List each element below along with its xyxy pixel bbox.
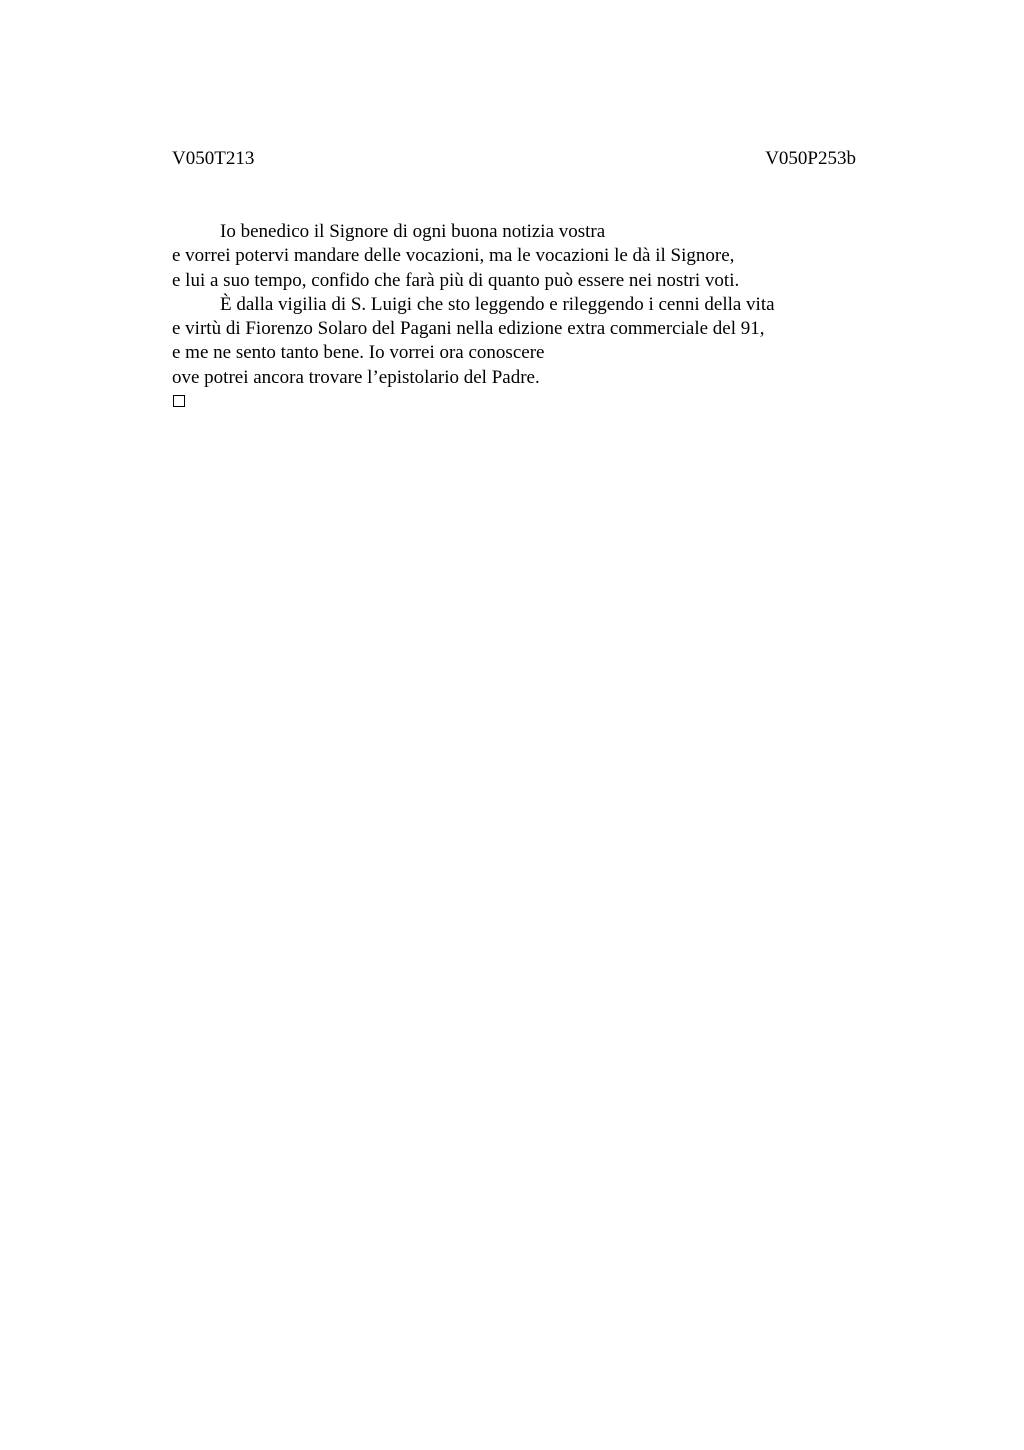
body-line: e lui a suo tempo, confido che farà più di quanto può essere nei nostri voti. xyxy=(172,269,740,291)
document-code-left: V050T213 xyxy=(172,148,255,169)
page-header xyxy=(172,146,856,172)
body-line: Io benedico il Signore di ogni buona notizia vostra xyxy=(220,221,606,242)
end-of-text-box-icon xyxy=(173,395,185,407)
document-code-right: V050P253b xyxy=(765,148,856,169)
body-line: ove potrei ancora trovare l’epistolario del Padre. xyxy=(172,366,540,388)
body-line: e me ne sento tanto bene. Io vorrei ora conoscere xyxy=(172,342,545,364)
body-line: È dalla vigilia di S. Luigi che sto leggendo e rileggendo i cenni della vita xyxy=(220,293,775,315)
body-line: e virtù di Fiorenzo Solaro del Pagani nella edizione extra commerciale del 91, xyxy=(172,318,765,340)
letter-body xyxy=(172,220,856,390)
body-line: e vorrei potervi mandare delle vocazioni, ma le vocazioni le dà il Signore, xyxy=(172,245,735,267)
